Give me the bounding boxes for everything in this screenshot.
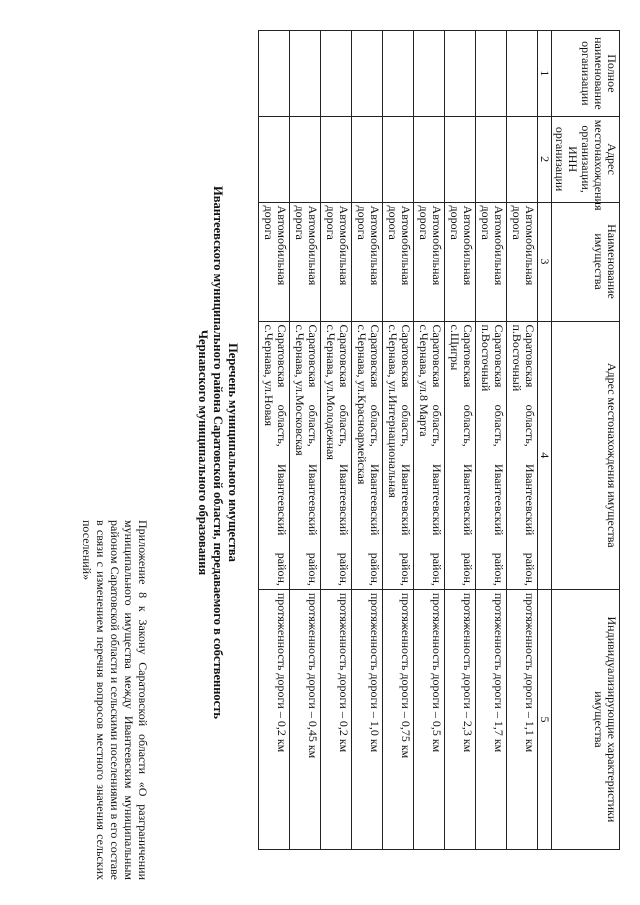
cell-property-name: Автомобильная дорога — [414, 202, 445, 321]
cell-org-name — [259, 31, 290, 117]
cell-property-features: протяженность дороги – 0,45 км — [290, 589, 321, 849]
column-number: 3 — [538, 202, 552, 321]
title-line-1: Перечень муниципального имущества — [226, 343, 240, 562]
cell-property-name: Автомобильная дорога — [476, 202, 507, 321]
table-row — [445, 31, 476, 850]
cell-property-name: Автомобильная дорога — [445, 202, 476, 321]
cell-org-name — [507, 31, 538, 117]
cell-org-address — [259, 116, 290, 202]
cell-property-address: Саратовская область, Ивантеевский район, п.Восточный — [507, 321, 538, 589]
title-line-3: Чернавского муниципального образования — [196, 329, 210, 576]
cell-org-name — [476, 31, 507, 117]
cell-property-features: протяженность дороги – 0,2 км — [321, 589, 352, 849]
cell-property-features: протяженность дороги – 0,5 км — [414, 589, 445, 849]
column-number-row — [538, 31, 552, 850]
header-property-address: Адрес местонахождения имущества — [552, 321, 620, 589]
table-row — [383, 31, 414, 850]
cell-org-address — [383, 116, 414, 202]
cell-property-features: протяженность дороги – 1,1 км — [507, 589, 538, 849]
table-row — [321, 31, 352, 850]
cell-property-address: Саратовская область, Ивантеевский район, п.Восточный — [476, 321, 507, 589]
cell-property-address: Саратовская область, Ивантеевский район, с.Чернава, ул.8 Марта — [414, 321, 445, 589]
cell-org-address — [445, 116, 476, 202]
cell-property-name: Автомобильная дорога — [352, 202, 383, 321]
cell-property-features: протяженность дороги – 2,3 км — [445, 589, 476, 849]
table-row — [352, 31, 383, 850]
header-row — [552, 31, 620, 850]
cell-property-name: Автомобильная дорога — [259, 202, 290, 321]
title-line-2: Ивантеевского муниципального района Саратовской области, передаваемого в собственность — [211, 186, 225, 719]
cell-org-name — [383, 31, 414, 117]
property-table — [258, 30, 620, 850]
header-property-features: Индивидуализирующие характеристики имущества — [552, 589, 620, 849]
cell-org-address — [476, 116, 507, 202]
table-body — [259, 31, 538, 850]
column-number: 2 — [538, 116, 552, 202]
cell-org-name — [321, 31, 352, 117]
cell-org-address — [352, 116, 383, 202]
cell-property-address: Саратовская область, Ивантеевский район, с.Чернава, ул.Московская — [290, 321, 321, 589]
header-org-address: Адрес местонахождения организации, ИНН организации — [552, 116, 620, 202]
table-row — [476, 31, 507, 850]
cell-org-address — [507, 116, 538, 202]
cell-org-address — [290, 116, 321, 202]
header-org-name: Полное наименование организации — [552, 31, 620, 117]
cell-property-address: Саратовская область, Ивантеевский район, с.Чернава, ул.Красноармейская — [352, 321, 383, 589]
table-row — [414, 31, 445, 850]
column-number: 5 — [538, 589, 552, 849]
appendix-note: Приложение 8 к Закону Саратовской области «О разграничении муниципального имущества между Ивантеевским муниципальным районом Саратовской области и сельскими поселениями в его составе в связи с изменением перечня вопросов местного значения сельских поселений» — [80, 520, 150, 880]
cell-property-name: Автомобильная дорога — [383, 202, 414, 321]
cell-property-name: Автомобильная дорога — [290, 202, 321, 321]
cell-property-address: Саратовская область, Ивантеевский район, с.Чернава, ул.Молодежная — [321, 321, 352, 589]
table-row — [290, 31, 321, 850]
cell-property-features: протяженность дороги – 1,7 км — [476, 589, 507, 849]
cell-property-features: протяженность дороги – 1,0 км — [352, 589, 383, 849]
cell-org-name — [290, 31, 321, 117]
cell-property-name: Автомобильная дорога — [507, 202, 538, 321]
cell-property-name: Автомобильная дорога — [321, 202, 352, 321]
cell-org-name — [414, 31, 445, 117]
cell-property-address: Саратовская область, Ивантеевский район, с.Чернава, ул.Интернациональная — [383, 321, 414, 589]
table-row — [259, 31, 290, 850]
cell-org-address — [321, 116, 352, 202]
cell-org-address — [414, 116, 445, 202]
cell-org-name — [445, 31, 476, 117]
cell-property-address: Саратовская область, Ивантеевский район, с.Щигры — [445, 321, 476, 589]
cell-property-features: протяженность дороги – 0,75 км — [383, 589, 414, 849]
column-number: 1 — [538, 31, 552, 117]
table-row — [507, 31, 538, 850]
column-number: 4 — [538, 321, 552, 589]
header-property-name: Наименование имущества — [552, 202, 620, 321]
cell-property-address: Саратовская область, Ивантеевский район, с.Чернава, ул.Новая — [259, 321, 290, 589]
cell-property-features: протяженность дороги – 0,2 км — [259, 589, 290, 849]
cell-org-name — [352, 31, 383, 117]
